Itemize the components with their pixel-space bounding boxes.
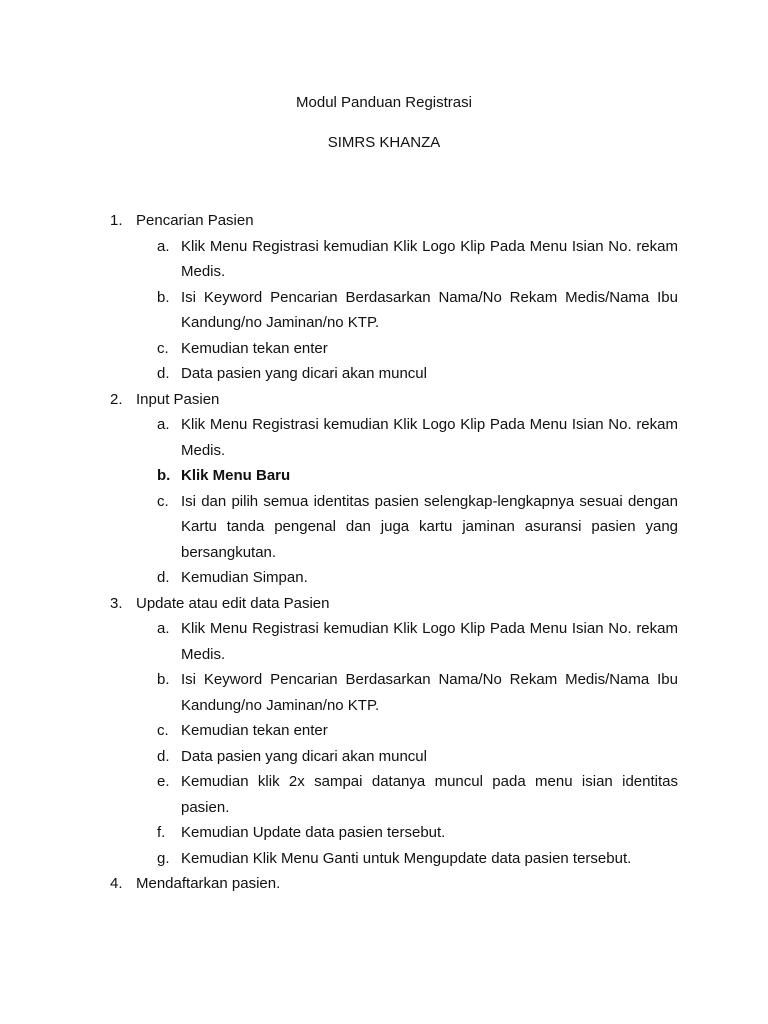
step-letter: c. [157,492,169,510]
step-text: Kemudian tekan enter [181,722,328,739]
section-title: Mendaftarkan pasien. [136,875,281,892]
section-number: 3. [110,594,123,612]
step-letter: b. [157,671,170,688]
step-text: Klik Menu Registrasi kemudian Klik Logo Klip Pada Menu Isian No. rekam Medis. [181,620,678,663]
section-number: 2. [110,390,123,408]
section-pencarian-pasien [0,208,768,387]
step-text: Kemudian Klik Menu Ganti untuk Mengupdate data pasien tersebut. [181,849,632,867]
list-item [0,285,768,336]
document-title: Modul Panduan Registrasi [296,94,472,111]
step-letter: a. [157,620,170,637]
step-text: Kemudian klik 2x sampai datanya muncul pada menu isian identitas pasien. [181,773,678,816]
step-text: Isi Keyword Pencarian Berdasarkan Nama/No Rekam Medis/Nama Ibu Kandung/no Jaminan/no KTP. [181,288,678,331]
list-item [0,769,768,820]
step-letter: d. [157,747,170,765]
section-header [0,591,768,617]
step-letter: c. [157,339,169,357]
list-item [0,336,768,362]
section-input-pasien [0,387,768,591]
list-item [0,846,768,872]
list-item [0,412,768,463]
section-number: 4. [110,875,123,892]
list-item [0,744,768,770]
step-letter: g. [157,849,170,867]
list-item [0,489,768,566]
step-letter: c. [157,722,169,739]
list-item [0,820,768,846]
section-mendaftarkan-pasien [0,871,768,897]
list-item [0,718,768,744]
step-letter: d. [157,365,170,382]
section-update-data-pasien [0,591,768,872]
step-letter: b. [157,288,170,306]
section-title: Update atau edit data Pasien [136,594,330,612]
document-subtitle: SIMRS KHANZA [327,134,441,151]
step-text: Kemudian Update data pasien tersebut. [181,824,446,841]
list-item [0,565,768,591]
section-title: Pencarian Pasien [136,212,254,229]
section-header [0,871,768,897]
list-item [0,361,768,387]
step-text: Data pasien yang dicari akan muncul [181,747,427,765]
step-letter: f. [157,824,166,841]
step-text: Kemudian Simpan. [181,569,308,586]
step-letter: e. [157,773,170,790]
section-header [0,208,768,234]
step-letter: b. [157,467,171,484]
step-text: Klik Menu Baru [181,467,291,484]
step-letter: d. [157,569,170,586]
list-item [0,616,768,667]
step-text: Klik Menu Registrasi kemudian Klik Logo Klip Pada Menu Isian No. rekam Medis. [181,237,678,280]
step-text: Kemudian tekan enter [181,339,328,357]
list-item [0,667,768,718]
step-letter: a. [157,416,170,433]
step-text: Isi dan pilih semua identitas pasien selengkap-lengkapnya sesuai dengan Kartu tanda pengenal dan juga kartu jaminan asuransi pasien yang bersangkutan. [181,492,678,561]
list-item [0,463,768,489]
section-list [0,208,768,897]
section-title: Input Pasien [136,390,220,408]
step-text: Isi Keyword Pencarian Berdasarkan Nama/No Rekam Medis/Nama Ibu Kandung/no Jaminan/no KTP. [181,671,678,714]
section-number: 1. [110,212,123,229]
list-item [0,234,768,285]
section-header [0,387,768,413]
step-letter: a. [157,237,170,255]
step-text: Data pasien yang dicari akan muncul [181,365,427,382]
step-text: Klik Menu Registrasi kemudian Klik Logo Klip Pada Menu Isian No. rekam Medis. [181,416,678,459]
